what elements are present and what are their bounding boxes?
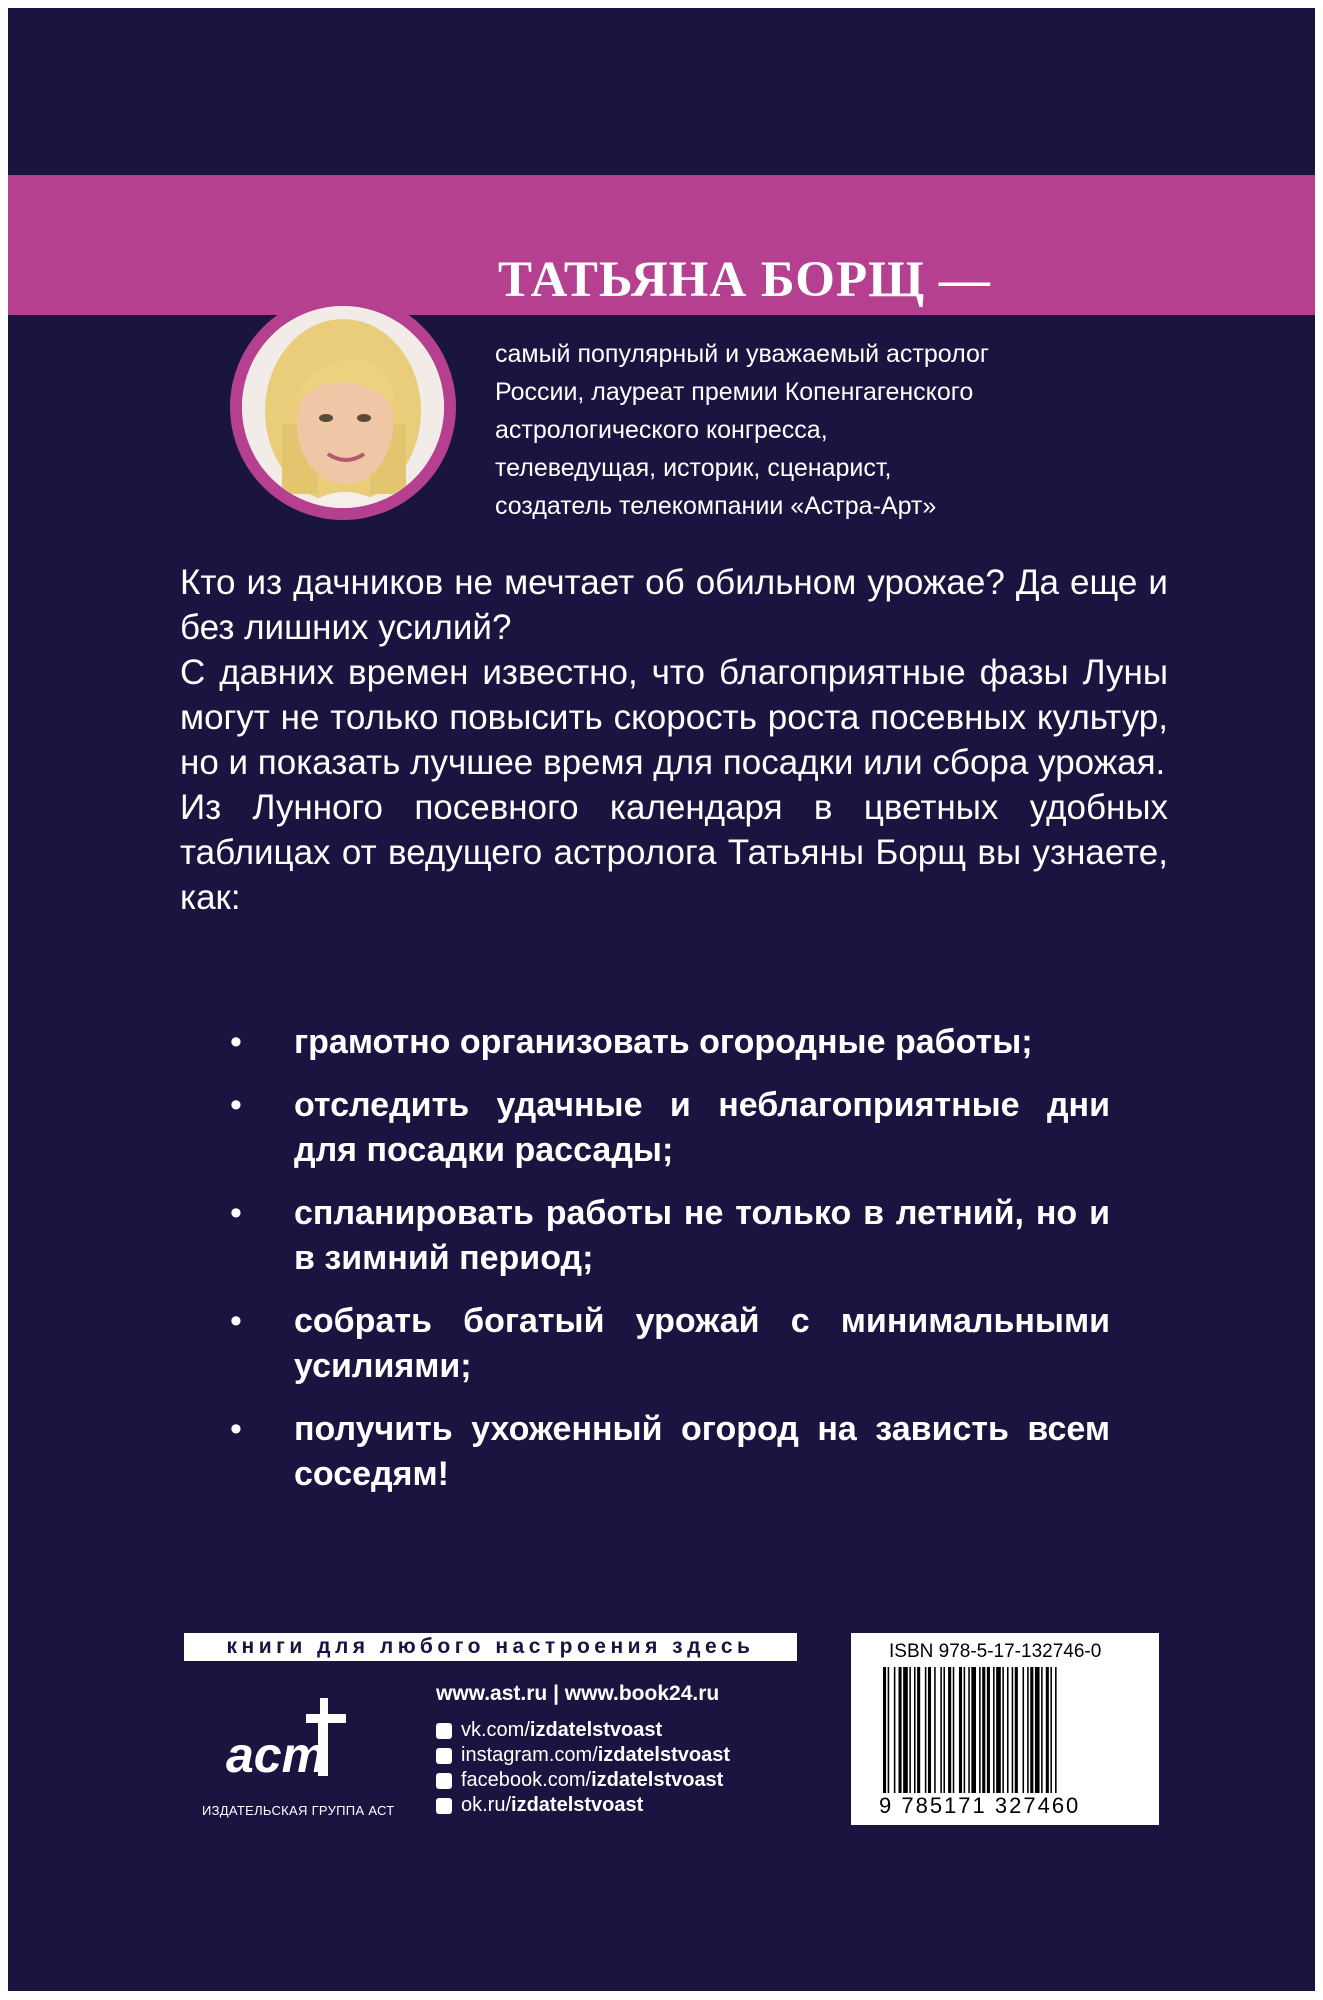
- social-prefix: facebook.com/: [461, 1769, 592, 1791]
- barcode-bar: [888, 1667, 890, 1799]
- publisher-logo: [224, 1692, 364, 1787]
- book-back-cover: [8, 8, 1315, 1991]
- barcode-digits: 9 785171 327460: [879, 1793, 1081, 1818]
- social-handle: izdatelstvoast: [529, 1719, 663, 1741]
- social-prefix: vk.com/: [461, 1719, 530, 1741]
- social-link-instagram[interactable]: [436, 1743, 730, 1768]
- barcode-bar: [1055, 1667, 1057, 1799]
- bullet-icon: •: [230, 1023, 242, 1061]
- barcode-bar: [899, 1667, 902, 1799]
- social-prefix: ok.ru/: [461, 1794, 512, 1816]
- barcode-bar: [883, 1667, 886, 1799]
- author-photo: [242, 306, 444, 508]
- bullet-icon: •: [230, 1410, 242, 1448]
- barcode-bar: [925, 1667, 927, 1799]
- bio-line: самый популярный и уважаемый астролог: [495, 340, 990, 368]
- list-item-text: собрать богатый урожай с минимальными усилиями;: [294, 1302, 1110, 1385]
- social-link-facebook[interactable]: [436, 1768, 730, 1793]
- barcode-bar: [909, 1667, 911, 1799]
- social-handle: izdatelstvoast: [591, 1769, 724, 1791]
- author-photo-illustration: [242, 306, 444, 508]
- barcode-bar: [934, 1667, 936, 1799]
- list-item: [230, 1083, 1110, 1173]
- barcode-bar: [1007, 1667, 1009, 1799]
- list-item: [230, 1299, 1110, 1389]
- social-link-vk[interactable]: [436, 1718, 730, 1743]
- intro-paragraph: Из Лунного посевного календаря в цветных удобных таблицах от ведущего астролога Татьяны Борщ вы узнаете, как:: [180, 788, 1168, 917]
- social-handle: izdatelstvoast: [597, 1744, 730, 1766]
- list-item-text: отследить удачные и неблагоприятные дни для посадки рассады;: [294, 1086, 1110, 1169]
- bio-line: астрологического конгресса,: [495, 416, 828, 444]
- social-handle: izdatelstvoast: [511, 1794, 644, 1816]
- barcode-bar: [1035, 1667, 1040, 1799]
- barcode-bar: [928, 1667, 931, 1799]
- barcode-bar: [1030, 1667, 1033, 1799]
- list-item: [230, 1020, 1110, 1065]
- odnoklassniki-icon: [436, 1798, 452, 1814]
- logo-text: аст: [226, 1727, 327, 1783]
- list-item-text: получить ухоженный огород на зависть всем соседям!: [294, 1410, 1110, 1493]
- barcode-bar: [903, 1667, 908, 1799]
- list-item: [230, 1191, 1110, 1281]
- barcode-bar: [943, 1667, 945, 1799]
- barcode-bar: [959, 1667, 962, 1799]
- barcode-bar: [940, 1667, 942, 1799]
- social-prefix: instagram.com/: [461, 1744, 598, 1766]
- barcode-bar: [987, 1667, 990, 1799]
- tagline-banner: книги для любого настроения здесь: [184, 1633, 797, 1661]
- bullet-icon: •: [230, 1302, 242, 1340]
- isbn-number: ISBN 978-5-17-132746-0: [889, 1641, 1102, 1662]
- barcode-bar: [948, 1667, 951, 1799]
- author-bio: [495, 335, 1095, 525]
- barcode-bar: [1023, 1667, 1025, 1799]
- benefits-list: [230, 1020, 1110, 1515]
- list-item-text: грамотно организовать огородные работы;: [294, 1023, 1033, 1061]
- list-item-text: спланировать работы не только в летний, но и в зимний период;: [294, 1194, 1110, 1277]
- author-name: ТАТЬЯНА БОРЩ —: [498, 252, 991, 308]
- vk-icon: [436, 1723, 452, 1739]
- isbn-block: [851, 1633, 1159, 1825]
- barcode-bar: [968, 1667, 970, 1799]
- barcode-bar: [1046, 1667, 1049, 1799]
- bullet-icon: •: [230, 1086, 242, 1124]
- barcode-bar: [979, 1667, 981, 1799]
- barcode-bar: [894, 1667, 896, 1799]
- social-links: [436, 1718, 730, 1818]
- publisher-name: ИЗДАТЕЛЬСКАЯ ГРУППА АСТ: [202, 1803, 395, 1818]
- barcode-bar: [1012, 1667, 1014, 1799]
- barcode-bar: [953, 1667, 955, 1799]
- barcode-bar: [971, 1667, 976, 1799]
- barcode-bar: [1002, 1667, 1004, 1799]
- website-links[interactable]: www.ast.ru | www.book24.ru: [436, 1682, 720, 1705]
- author-portrait: [230, 294, 456, 520]
- list-item: [230, 1407, 1110, 1497]
- bullet-icon: •: [230, 1194, 242, 1232]
- barcode-bar: [1027, 1667, 1029, 1799]
- bio-line: создатель телекомпании «Астра-Арт»: [495, 492, 937, 520]
- barcode-bar: [917, 1667, 920, 1799]
- intro-text: [180, 560, 1168, 920]
- barcode-bar: [1041, 1667, 1043, 1799]
- instagram-icon: [436, 1748, 452, 1764]
- intro-paragraph: С давних времен известно, что благоприятные фазы Луны могут не только повысить скорость роста посевных культур, но и показать лучшее время для посадки или сбора урожая.: [180, 653, 1168, 782]
- barcode-bar: [914, 1667, 916, 1799]
- barcode-bar: [982, 1667, 985, 1799]
- intro-paragraph: Кто из дачников не мечтает об обильном урожае? Да еще и без лишних усилий?: [180, 563, 1168, 647]
- barcode-bar: [993, 1667, 995, 1799]
- barcode-bar: [1050, 1667, 1052, 1799]
- social-link-odnoklassniki[interactable]: [436, 1793, 730, 1818]
- barcode-bar: [996, 1667, 1001, 1799]
- bio-line: телеведущая, историк, сценарист,: [495, 454, 892, 482]
- bio-line: России, лауреат премии Копенгагенского: [495, 378, 974, 406]
- barcode: [883, 1667, 1127, 1799]
- facebook-icon: [436, 1773, 452, 1789]
- barcode-bar: [1015, 1667, 1018, 1799]
- barcode-bar: [964, 1667, 966, 1799]
